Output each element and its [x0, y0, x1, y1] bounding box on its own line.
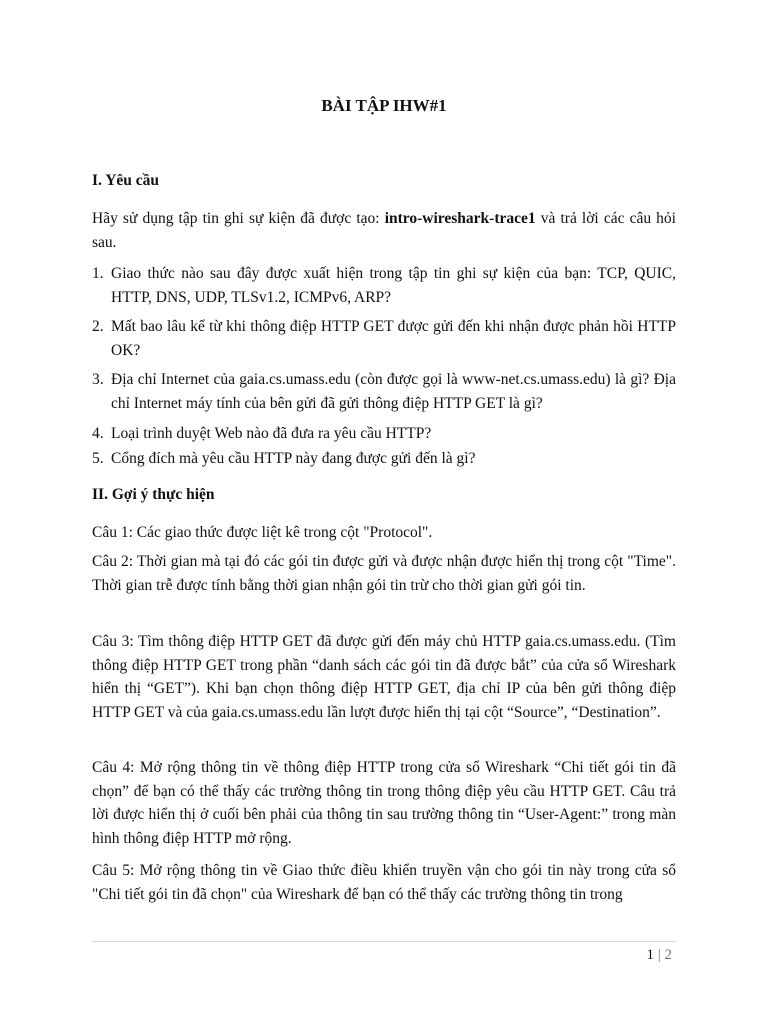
hint-paragraph: Câu 3: Tìm thông điệp HTTP GET đã được gửi đến máy chủ HTTP gaia.cs.umass.edu. (Tìm thông điệp HTTP GET trong phần “danh sách các gói tin đã được bắt” của cửa sổ Wireshark hiển thị “GET”). Khi bạn chọn thông điệp HTTP GET, địa chỉ IP của bên gửi thông điệp HTTP GET và của gaia.cs.umass.edu lần lượt được hiển thị tại cột “Source”, “Destination”.: [92, 633, 676, 721]
hint-paragraph: Câu 1: Các giao thức được liệt kê trong cột "Protocol".: [92, 524, 433, 541]
intro-text-before: Hãy sử dụng tập tin ghi sự kiện đã được tạo:: [92, 210, 385, 227]
list-item-text: Địa chỉ Internet của gaia.cs.umass.edu (còn được gọi là www-net.cs.umass.edu) là gì? Địa chỉ Internet máy tính của bên gửi đã gửi thông điệp HTTP GET là gì?: [111, 371, 676, 412]
question-list: [92, 262, 676, 477]
list-item: [92, 262, 676, 309]
list-item: [92, 315, 676, 362]
list-item-text: Cổng đích mà yêu cầu HTTP này đang được gửi đến là gì?: [111, 450, 476, 468]
footer-divider: [92, 941, 676, 942]
page-separator: |: [657, 947, 661, 963]
list-number: 3.: [92, 371, 104, 389]
intro-text-after: và trả lời các câu hỏi sau.: [92, 210, 676, 251]
document-title: BÀI TẬP IHW#1: [321, 96, 447, 115]
section-heading-hints: II. Gợi ý thực hiện: [92, 486, 215, 503]
intro-paragraph: [92, 207, 676, 254]
list-item-text: Mất bao lâu kể từ khi thông điệp HTTP GET được gửi đến khi nhận được phản hồi HTTP OK?: [111, 318, 676, 359]
list-number: 5.: [92, 450, 104, 468]
current-page: 1: [646, 947, 654, 963]
list-number: 1.: [92, 265, 104, 282]
hint-paragraph: Câu 5: Mở rộng thông tin về Giao thức điều khiển truyền vận cho gói tin này trong cửa sổ "Chi tiết gói tin đã chọn" của Wireshark để bạn có thể thấy các trường thông tin trong: [92, 862, 676, 903]
list-item: [92, 368, 676, 415]
hint-paragraph: Câu 2: Thời gian mà tại đó các gói tin được gửi và được nhận được hiển thị trong cột "Time". Thời gian trễ được tính bằng thời gian nhận gói tin trừ cho thời gian gửi gói tin.: [92, 553, 676, 594]
total-pages: 2: [664, 947, 672, 963]
hint-paragraph: Câu 4: Mở rộng thông tin về thông điệp HTTP trong cửa sổ Wireshark “Chi tiết gói tin đã chọn” để bạn có thể thấy các trường thông tin trong thông điệp yêu cầu HTTP GET. Câu trả lời được hiển thị ở cuối bên phải của thông tin sau trường thông tin “User-Agent:” trong màn hình thông điệp HTTP mở rộng.: [92, 759, 676, 847]
list-number: 2.: [92, 318, 104, 336]
list-item-text: Loại trình duyệt Web nào đã đưa ra yêu cầu HTTP?: [111, 424, 432, 442]
section-heading-requirements: I. Yêu cầu: [92, 172, 160, 189]
trace-file-name: intro-wireshark-trace1: [384, 210, 536, 227]
list-item-text: Giao thức nào sau đây được xuất hiện trong tập tin ghi sự kiện của bạn: TCP, QUIC, HTTP, DNS, UDP, TLSv1.2, ICMPv6, ARP?: [111, 265, 676, 306]
list-number: 4.: [92, 424, 104, 442]
list-item: [92, 422, 676, 446]
list-item: [92, 447, 676, 471]
page-number: [646, 945, 672, 965]
